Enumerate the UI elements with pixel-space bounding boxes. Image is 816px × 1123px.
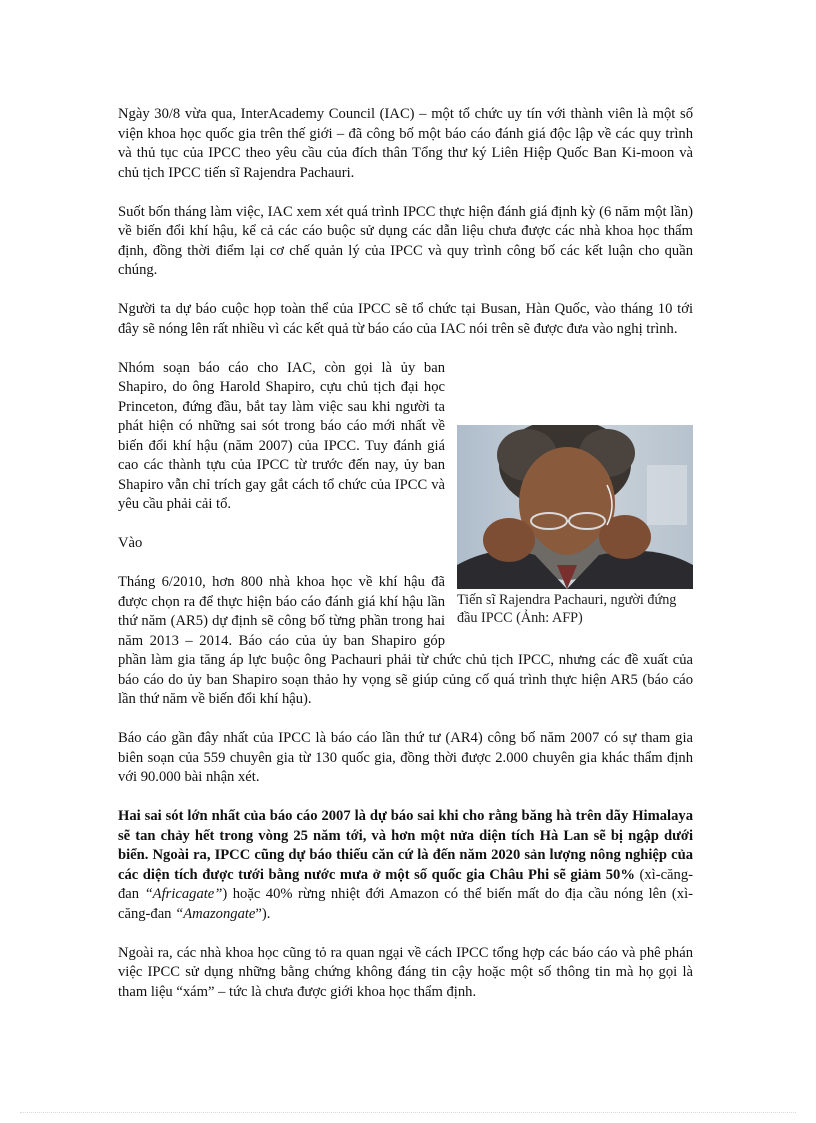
paragraph-8-italic-1: “Africagate”	[144, 886, 223, 902]
paragraph-2: Suốt bốn tháng làm việc, IAC xem xét quá trình IPCC thực hiện đánh giá định kỳ (6 năm một lần) về biến đổi khí hậu, kể cả các cáo buộc sử dụng các dẫn liệu chưa được các nhà khoa học thẩm định, đồng thời điểm lại cơ chế quản lý của IPCC và quy trình công bố các kết luận cho quần chúng.	[118, 203, 693, 278]
paragraph-9: Ngoài ra, các nhà khoa học cũng tỏ ra quan ngại về cách IPCC tổng hợp các báo cáo và phê phán việc IPCC sử dụng những bằng chứng không đáng tin cậy hoặc một số thông tin mà họ gọi là tham liệu “xám” – tức là chưa được giới khoa học thẩm định.	[118, 944, 693, 1000]
portrait-photo	[457, 425, 693, 589]
paragraph-8-text-c: ”).	[255, 905, 271, 922]
paragraph-3: Người ta dự báo cuộc họp toàn thể của IPCC sẽ tổ chức tại Busan, Hàn Quốc, vào tháng 10 tới đây sẽ nóng lên rất nhiều vì các kết quả từ báo cáo của IAC nói trên sẽ được đưa vào nghị trình.	[118, 301, 693, 337]
page-bottom-rule	[20, 1112, 796, 1113]
photo-caption: Tiến sĩ Rajendra Pachauri, người đứng đầu IPCC (Ảnh: AFP)	[457, 591, 677, 626]
paragraph-8-text-a: (xì-căng-đan	[118, 866, 693, 902]
paragraph-8	[118, 807, 693, 924]
paragraph-4: Nhóm soạn báo cáo cho IAC, còn gọi là ủy ban Shapiro, do ông Harold Shapiro, cựu chủ tịch đại học Princeton, đứng đầu, bắt tay làm việc sau khi người ta phát hiện có những sai sót trong báo cáo mới nhất về biến đổi khí hậu (năm 2007) của IPCC. Tuy đánh giá cao các thành tựu của IPCC từ trước đến nay, ủy ban Shapiro vẫn chỉ trích gay gắt cách tổ chức của IPCC và yêu cầu phải cải tổ.	[118, 359, 445, 512]
portrait-illustration	[457, 425, 693, 589]
paragraph-8-text-b: ) hoặc 40% rừng nhiệt đới Amazon có thể biến mất do địa cầu nóng lên (xì-căng-đan	[118, 886, 693, 922]
paragraph-1: Ngày 30/8 vừa qua, InterAcademy Council (IAC) – một tổ chức uy tín với thành viên là một số viện khoa học quốc gia trên thế giới – đã công bố một báo cáo đánh giá độc lập về các quy trình và thủ tục của IPCC theo yêu cầu của đích thân Tổng thư ký Liên Hiệp Quốc Ban Ki-moon và chủ tịch IPCC tiến sĩ Rajendra Pachauri.	[118, 106, 693, 181]
paragraph-8-italic-2: “Amazongate	[175, 905, 256, 922]
paragraph-8-bold: Hai sai sót lớn nhất của báo cáo 2007 là dự báo sai khi cho rằng băng hà trên dãy Himalaya sẽ tan chảy hết trong vòng 25 năm tới, và hơn một nửa diện tích Hà Lan sẽ bị ngập dưới biển. Ngoài ra, IPCC cũng dự báo thiếu căn cứ là đến năm 2020 sản lượng nông nghiệp của các diện tích được tưới bằng nước mưa ở một số quốc gia Châu Phi sẽ giảm 50%	[118, 808, 693, 883]
paragraph-6: Tháng 6/2010, hơn 800 nhà khoa học về khí hậu đã được chọn ra để thực hiện báo cáo đánh giá khí hậu lần thứ năm (AR5) dự định sẽ công bố từng phần trong hai năm 2013 – 2014. Báo cáo của ủy ban Shapiro góp phần làm gia tăng áp lực buộc ông Pachauri phải từ chức chủ tịch IPCC, nhưng các đề xuất của báo cáo do ủy ban Shapiro soạn thảo hy vọng sẽ giúp củng cố quá trình thực hiện AR5 (báo cáo lần thứ năm về biến đổi khí hậu).	[118, 574, 693, 707]
article-body	[118, 105, 693, 1022]
paragraph-7: Báo cáo gần đây nhất của IPCC là báo cáo lần thứ tư (AR4) công bố năm 2007 có sự tham gia biên soạn của 559 chuyên gia từ 130 quốc gia, đồng thời được 2.000 chuyên gia khác thẩm định với 90.000 bài nhận xét.	[118, 730, 693, 785]
paragraph-5: Vào	[118, 535, 143, 551]
photo-figure	[457, 425, 693, 627]
